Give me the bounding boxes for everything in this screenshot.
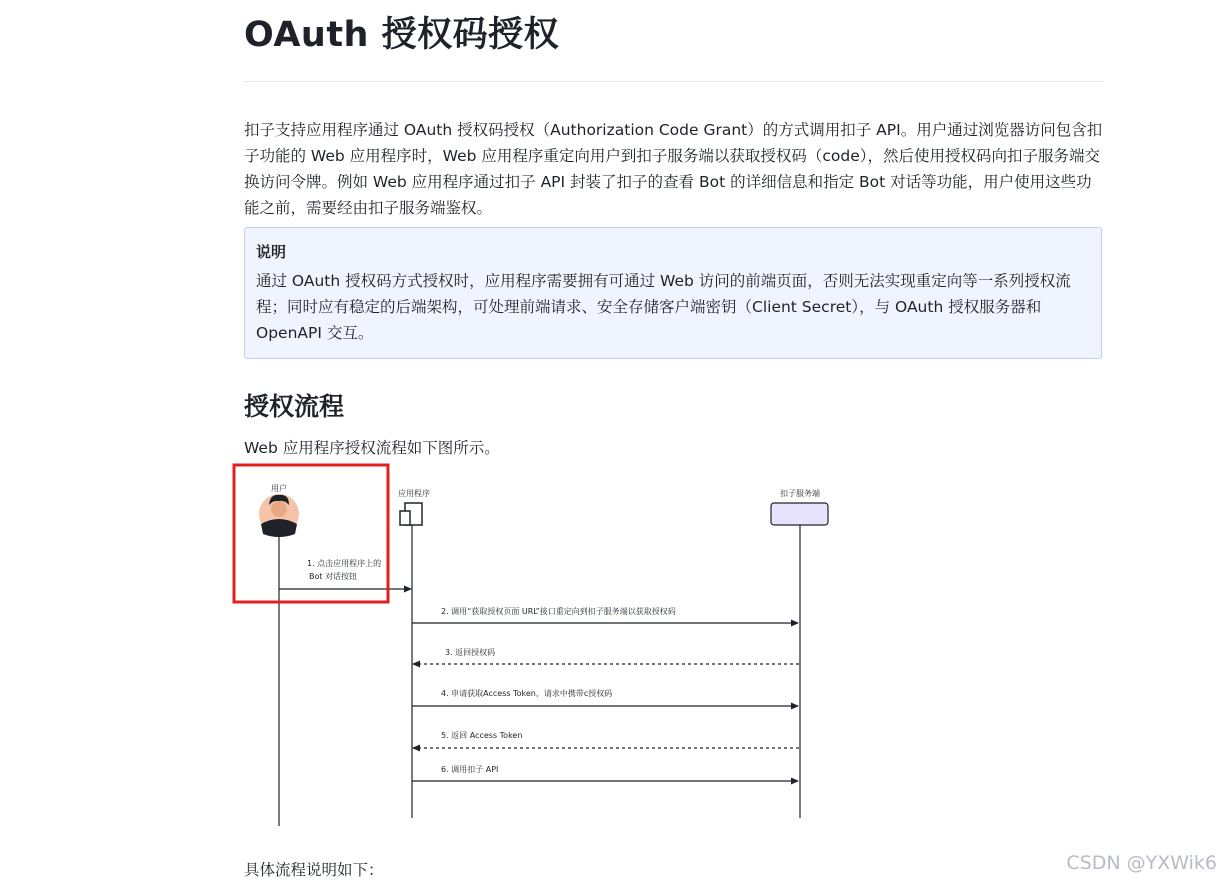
step-4-label: 4. 申请获取Access Token，请求中携带c授权码 (441, 689, 613, 698)
note-callout (244, 227, 1102, 359)
page-title: OAuth 授权码授权 (244, 15, 560, 55)
section-title: 授权流程 (244, 392, 345, 421)
step-1-label-line1: 1. 点击应用程序上的 (307, 559, 382, 568)
step-3-label: 3. 返回授权码 (445, 648, 496, 657)
step-1-label-line2: Bot 对话按钮 (309, 572, 358, 581)
actor-user-label: 用户 (271, 484, 287, 493)
title-divider (244, 81, 1104, 82)
intro-paragraph: 扣子支持应用程序通过 OAuth 授权码授权（Authorization Code Grant）的方式调用扣子 API。用户通过浏览器访问包含扣子功能的 Web 应用程序时，Web 应用程序重定向用户到扣子服务端以获取授权码（code），然后使用授权码向扣子服务端交换访问令牌。例如 Web 应用程序通过扣子 API 封装了扣子的查看 Bot 的详细信息和指定 Bot 对话等功能，用户使用这些功能之前，需要经由扣子服务端鉴权。 (244, 121, 1103, 217)
user-avatar-icon (259, 494, 299, 537)
step-6-label: 6. 调用扣子 API (441, 765, 499, 774)
highlight-box (234, 465, 388, 602)
watermark: CSDN @YXWik6 (1066, 852, 1217, 874)
note-body: 通过 OAuth 授权码方式授权时，应用程序需要拥有可通过 Web 访问的前端页面，否则无法实现重定向等一系列授权流程；同时应有稳定的后端架构，可处理前端请求、安全存储客户端密钥（Client Secret），与 OAuth 授权服务器和 OpenAPI 交互。 (256, 272, 1071, 342)
sequence-diagram (232, 462, 852, 834)
closing-text: 具体流程说明如下： (244, 861, 384, 879)
actor-server-label: 扣子服务端 (780, 489, 820, 498)
note-title: 说明 (256, 243, 287, 261)
actor-app-label: 应用程序 (398, 489, 430, 498)
server-box (771, 503, 828, 525)
app-icon (400, 503, 422, 525)
diagram-intro: Web 应用程序授权流程如下图所示。 (244, 439, 500, 457)
step-2-label: 2. 调用“获取授权页面 URL”接口重定向到扣子服务端以获取授权码 (441, 607, 676, 616)
step-5-label: 5. 返回 Access Token (441, 731, 523, 740)
